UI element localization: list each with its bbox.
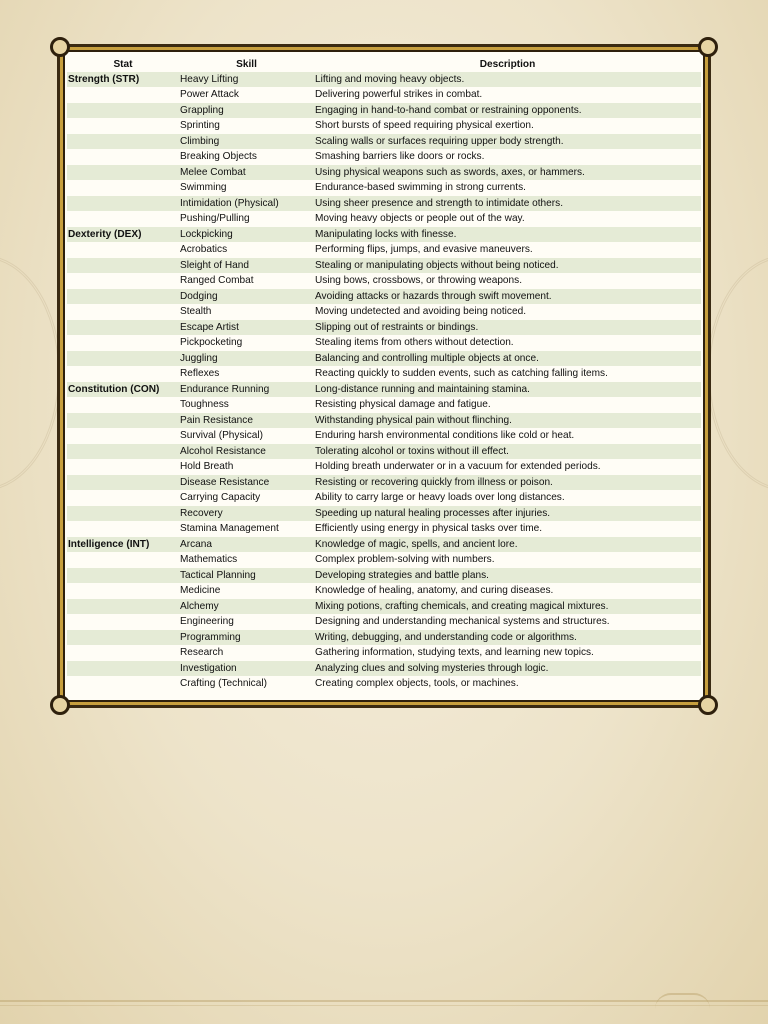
table-row — [67, 320, 701, 336]
right-ornament — [707, 255, 768, 491]
description-cell: Gathering information, studying texts, and learning new topics. — [314, 645, 701, 661]
stat-cell — [67, 552, 179, 568]
skill-cell: Toughness — [179, 397, 314, 413]
skills-table — [67, 57, 701, 692]
stat-cell — [67, 180, 179, 196]
footer-scroll-ornament — [655, 993, 710, 1009]
stat-cell — [67, 661, 179, 677]
stat-cell — [67, 320, 179, 336]
description-cell: Long-distance running and maintaining stamina. — [314, 382, 701, 398]
table-row — [67, 645, 701, 661]
stat-cell — [67, 490, 179, 506]
skill-cell: Carrying Capacity — [179, 490, 314, 506]
skill-cell: Research — [179, 645, 314, 661]
table-row — [67, 397, 701, 413]
skill-cell: Breaking Objects — [179, 149, 314, 165]
table-row — [67, 614, 701, 630]
stat-cell — [67, 335, 179, 351]
stat-cell — [67, 103, 179, 119]
description-cell: Creating complex objects, tools, or machines. — [314, 676, 701, 692]
table-row — [67, 382, 701, 398]
table-row — [67, 165, 701, 181]
table-row — [67, 227, 701, 243]
skill-cell: Lockpicking — [179, 227, 314, 243]
skill-cell: Juggling — [179, 351, 314, 367]
skill-cell: Ranged Combat — [179, 273, 314, 289]
table-header-row — [67, 57, 701, 72]
description-cell: Using sheer presence and strength to intimidate others. — [314, 196, 701, 212]
table-row — [67, 506, 701, 522]
skill-cell: Disease Resistance — [179, 475, 314, 491]
description-cell: Knowledge of magic, spells, and ancient lore. — [314, 537, 701, 553]
description-cell: Moving heavy objects or people out of the way. — [314, 211, 701, 227]
description-cell: Analyzing clues and solving mysteries through logic. — [314, 661, 701, 677]
skill-cell: Mathematics — [179, 552, 314, 568]
table-row — [67, 242, 701, 258]
skill-cell: Investigation — [179, 661, 314, 677]
description-cell: Withstanding physical pain without flinching. — [314, 413, 701, 429]
stat-cell — [67, 428, 179, 444]
stat-cell — [67, 583, 179, 599]
stat-cell — [67, 87, 179, 103]
skill-cell: Crafting (Technical) — [179, 676, 314, 692]
skill-cell: Climbing — [179, 134, 314, 150]
description-cell: Efficiently using energy in physical tasks over time. — [314, 521, 701, 537]
stat-cell — [67, 118, 179, 134]
stat-cell — [67, 165, 179, 181]
stat-cell — [67, 258, 179, 274]
table-row — [67, 521, 701, 537]
skill-cell: Engineering — [179, 614, 314, 630]
description-cell: Manipulating locks with finesse. — [314, 227, 701, 243]
stat-cell — [67, 242, 179, 258]
skill-cell: Alcohol Resistance — [179, 444, 314, 460]
skill-cell: Melee Combat — [179, 165, 314, 181]
description-cell: Resisting or recovering quickly from illness or poison. — [314, 475, 701, 491]
table-row — [67, 537, 701, 553]
description-cell: Designing and understanding mechanical systems and structures. — [314, 614, 701, 630]
description-cell: Short bursts of speed requiring physical exertion. — [314, 118, 701, 134]
stat-cell — [67, 521, 179, 537]
table-row — [67, 599, 701, 615]
description-cell: Resisting physical damage and fatigue. — [314, 397, 701, 413]
description-cell: Tolerating alcohol or toxins without ill effect. — [314, 444, 701, 460]
table-row — [67, 568, 701, 584]
description-cell: Scaling walls or surfaces requiring upper body strength. — [314, 134, 701, 150]
description-cell: Avoiding attacks or hazards through swift movement. — [314, 289, 701, 305]
skill-cell: Sleight of Hand — [179, 258, 314, 274]
description-cell: Moving undetected and avoiding being noticed. — [314, 304, 701, 320]
skill-cell: Swimming — [179, 180, 314, 196]
skill-cell: Alchemy — [179, 599, 314, 615]
skill-cell: Medicine — [179, 583, 314, 599]
skill-cell: Hold Breath — [179, 459, 314, 475]
stat-cell — [67, 444, 179, 460]
stat-cell — [67, 289, 179, 305]
skill-cell: Arcana — [179, 537, 314, 553]
description-cell: Using bows, crossbows, or throwing weapons. — [314, 273, 701, 289]
description-cell: Stealing items from others without detection. — [314, 335, 701, 351]
table-row — [67, 428, 701, 444]
description-cell: Performing flips, jumps, and evasive maneuvers. — [314, 242, 701, 258]
header-description: Description — [479, 58, 536, 70]
skill-cell: Stealth — [179, 304, 314, 320]
table-row — [67, 459, 701, 475]
stat-cell — [67, 475, 179, 491]
table-row — [67, 289, 701, 305]
skill-cell: Acrobatics — [179, 242, 314, 258]
table-row — [67, 444, 701, 460]
skill-cell: Escape Artist — [179, 320, 314, 336]
table-row — [67, 366, 701, 382]
skill-cell: Pickpocketing — [179, 335, 314, 351]
description-cell: Mixing potions, crafting chemicals, and creating magical mixtures. — [314, 599, 701, 615]
table-row — [67, 490, 701, 506]
stat-cell — [67, 506, 179, 522]
skill-cell: Heavy Lifting — [179, 72, 314, 88]
header-stat: Stat — [113, 58, 133, 70]
description-cell: Using physical weapons such as swords, axes, or hammers. — [314, 165, 701, 181]
description-cell: Smashing barriers like doors or rocks. — [314, 149, 701, 165]
left-ornament — [0, 255, 61, 491]
stat-cell: Strength (STR) — [67, 72, 179, 88]
stat-cell — [67, 676, 179, 692]
header-skill: Skill — [236, 58, 257, 70]
table-row — [67, 351, 701, 367]
stat-cell: Constitution (CON) — [67, 382, 179, 398]
stat-cell — [67, 366, 179, 382]
table-row — [67, 118, 701, 134]
table-row — [67, 676, 701, 692]
table-row — [67, 196, 701, 212]
skill-cell: Sprinting — [179, 118, 314, 134]
table-row — [67, 103, 701, 119]
table-row — [67, 134, 701, 150]
stat-cell — [67, 459, 179, 475]
description-cell: Developing strategies and battle plans. — [314, 568, 701, 584]
description-cell: Writing, debugging, and understanding code or algorithms. — [314, 630, 701, 646]
table-row — [67, 72, 701, 88]
stat-cell — [67, 134, 179, 150]
table-body — [67, 72, 701, 692]
table-row — [67, 335, 701, 351]
skill-cell: Reflexes — [179, 366, 314, 382]
stat-cell — [67, 304, 179, 320]
skill-cell: Programming — [179, 630, 314, 646]
description-cell: Delivering powerful strikes in combat. — [314, 87, 701, 103]
description-cell: Ability to carry large or heavy loads over long distances. — [314, 490, 701, 506]
description-cell: Complex problem-solving with numbers. — [314, 552, 701, 568]
description-cell: Speeding up natural healing processes after injuries. — [314, 506, 701, 522]
table-row — [67, 149, 701, 165]
stat-cell — [67, 599, 179, 615]
description-cell: Endurance-based swimming in strong currents. — [314, 180, 701, 196]
stat-cell — [67, 413, 179, 429]
frame-corner-ornament — [50, 37, 70, 57]
skill-cell: Endurance Running — [179, 382, 314, 398]
table-row — [67, 211, 701, 227]
footer-rule — [0, 1000, 768, 1006]
description-cell: Lifting and moving heavy objects. — [314, 72, 701, 88]
stat-cell — [67, 211, 179, 227]
skill-cell: Recovery — [179, 506, 314, 522]
frame-corner-ornament — [50, 695, 70, 715]
skill-cell: Power Attack — [179, 87, 314, 103]
skill-cell: Pushing/Pulling — [179, 211, 314, 227]
table-row — [67, 258, 701, 274]
stat-cell — [67, 397, 179, 413]
stat-cell — [67, 645, 179, 661]
frame-corner-ornament — [698, 695, 718, 715]
stat-cell — [67, 614, 179, 630]
table-row — [67, 583, 701, 599]
stat-cell — [67, 568, 179, 584]
table-row — [67, 552, 701, 568]
description-cell: Engaging in hand-to-hand combat or restraining opponents. — [314, 103, 701, 119]
stat-cell — [67, 351, 179, 367]
table-row — [67, 413, 701, 429]
stat-cell: Intelligence (INT) — [67, 537, 179, 553]
stat-cell — [67, 273, 179, 289]
table-row — [67, 87, 701, 103]
skill-cell: Pain Resistance — [179, 413, 314, 429]
skill-cell: Stamina Management — [179, 521, 314, 537]
description-cell: Enduring harsh environmental conditions like cold or heat. — [314, 428, 701, 444]
skill-cell: Grappling — [179, 103, 314, 119]
frame-corner-ornament — [698, 37, 718, 57]
skill-cell: Dodging — [179, 289, 314, 305]
description-cell: Knowledge of healing, anatomy, and curing diseases. — [314, 583, 701, 599]
description-cell: Slipping out of restraints or bindings. — [314, 320, 701, 336]
stat-cell — [67, 149, 179, 165]
stat-cell: Dexterity (DEX) — [67, 227, 179, 243]
table-row — [67, 180, 701, 196]
table-row — [67, 661, 701, 677]
description-cell: Holding breath underwater or in a vacuum for extended periods. — [314, 459, 701, 475]
description-cell: Reacting quickly to sudden events, such as catching falling items. — [314, 366, 701, 382]
table-row — [67, 630, 701, 646]
stat-cell — [67, 630, 179, 646]
page-footer-border — [0, 995, 768, 1024]
description-cell: Balancing and controlling multiple objects at once. — [314, 351, 701, 367]
description-cell: Stealing or manipulating objects without being noticed. — [314, 258, 701, 274]
table-row — [67, 304, 701, 320]
table-row — [67, 273, 701, 289]
skill-cell: Survival (Physical) — [179, 428, 314, 444]
stat-cell — [67, 196, 179, 212]
table-row — [67, 475, 701, 491]
skill-cell: Intimidation (Physical) — [179, 196, 314, 212]
skill-cell: Tactical Planning — [179, 568, 314, 584]
